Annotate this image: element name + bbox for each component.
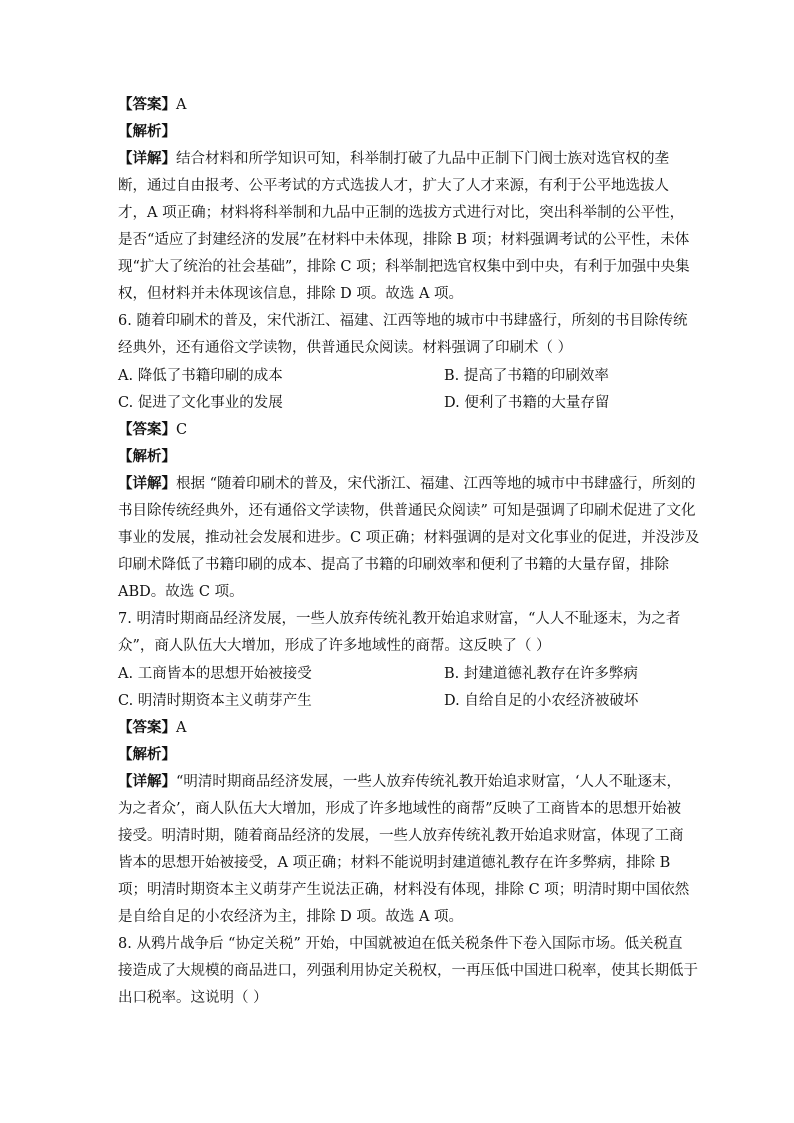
q7-stem-line: 7. 明清时期商品经济发展，一些人放弃传统礼教开始追求财富，“人人不耻逐末，为之者 — [118, 611, 681, 627]
q7-detail-line: 接受。明清时期，随着商品经济的发展，一些人放弃传统礼教开始追求财富，体现了工商 — [118, 828, 684, 844]
q6-option-b: B. 提高了书籍的印刷效率 — [444, 368, 609, 384]
q6-detail-line: ABD。故选 C 项。 — [118, 584, 244, 600]
q6-analysis-tag: 【解析】 — [118, 448, 176, 465]
q6-option-d: D. 便利了书籍的大量存留 — [444, 395, 610, 411]
q5-detail-line: 权，但材料并未体现该信息，排除 D 项。故选 A 项。 — [118, 286, 464, 302]
q7-option-a: A. 工商皆本的思想开始被接受 — [118, 666, 312, 682]
q6-detail-line — [118, 474, 696, 494]
answer-tag: 【答案】 — [118, 719, 176, 736]
detail-tag: 【详解】 — [118, 773, 176, 790]
q7-detail-line: 项；明清时期资本主义萌芽产生说法正确，材料没有体现，排除 C 项；明清时期中国依然 — [118, 882, 690, 898]
q5-detail-line: 断，通过自由报考、公平考试的方式选拔人才，扩大了人才来源，有利于公平地选拔人 — [118, 178, 669, 194]
q5-detail-line: 现“扩大了统治的社会基础”，排除 C 项；科举制把选官权集中到中央，有利于加强中央集 — [118, 259, 690, 275]
q7-detail-line: 是自给自足的小农经济为主，排除 D 项。故选 A 项。 — [118, 909, 464, 925]
q6-detail-line: 印刷术降低了书籍印刷的成本、提高了书籍的印刷效率和便利了书籍的大量存留，排除 — [118, 557, 669, 573]
q5-analysis-tag: 【解析】 — [118, 123, 176, 140]
detail-text: 结合材料和所学知识可知，科举制打破了九品中正制下门阀士族对选官权的垄 — [176, 151, 669, 167]
q6-option-a: A. 降低了书籍印刷的成本 — [118, 368, 283, 384]
q8-stem-line: 出口税率。这说明（ ） — [118, 990, 268, 1006]
q6-stem-line: 经典外，还有通俗文学读物，供普通民众阅读。材料强调了印刷术（ ） — [118, 340, 573, 356]
q5-detail-line — [118, 149, 678, 169]
answer-tag: 【答案】 — [118, 421, 176, 438]
q6-detail-line: 书目除传统经典外，还有通俗文学读物，供普通民众阅读” 可知是强调了印刷术促进了文化 — [118, 503, 696, 519]
q7-detail-line: 为之者众’，商人队伍大大增加，形成了许多地域性的商帮”反映了工商皆本的思想开始被 — [118, 801, 682, 817]
q8-stem-line: 8. 从鸦片战争后 “协定关税” 开始，中国就被迫在低关税条件下卷入国际市场。低关税直 — [118, 936, 683, 952]
q7-answer-line — [118, 718, 678, 738]
detail-text: “明清时期商品经济发展，一些人放弃传统礼教开始追求财富，‘人人不耻逐末， — [176, 774, 682, 790]
q6-stem-line: 6. 随着印刷术的普及，宋代浙江、福建、江西等地的城市中书肆盛行，所刻的书目除传统 — [118, 313, 688, 329]
q7-option-b: B. 封建道德礼教存在许多弊病 — [444, 666, 638, 682]
q7-detail-line: 皆本的思想开始被接受，A 项正确；材料不能说明封建道德礼教存在许多弊病，排除 B — [118, 855, 671, 871]
q7-option-d: D. 自给自足的小农经济被破坏 — [444, 693, 639, 709]
q5-answer-line — [118, 95, 678, 115]
q7-detail-line — [118, 772, 682, 792]
q7-option-c: C. 明清时期资本主义萌芽产生 — [118, 693, 312, 709]
answer-value: A — [176, 97, 187, 113]
q7-analysis-tag: 【解析】 — [118, 746, 176, 763]
q7-stem-line: 众”，商人队伍大大增加，形成了许多地域性的商帮。这反映了（ ） — [118, 638, 551, 654]
answer-value: C — [176, 422, 188, 438]
q6-option-c: C. 促进了文化事业的发展 — [118, 395, 283, 411]
answer-value: A — [176, 720, 187, 736]
detail-tag: 【详解】 — [118, 150, 176, 167]
q8-stem-line: 接造成了大规模的商品进口，列强利用协定关税权，一再压低中国进口税率，使其长期低于 — [118, 963, 698, 979]
q6-detail-line: 事业的发展，推动社会发展和进步。C 项正确；材料强调的是对文化事业的促进，并没涉及 — [118, 530, 700, 546]
q5-detail-line: 才，A 项正确；材料将科举制和九品中正制的选拔方式进行对比，突出科举制的公平性， — [118, 205, 685, 221]
q6-answer-line — [118, 420, 678, 440]
detail-tag: 【详解】 — [118, 475, 176, 492]
detail-text: 根据 “随着印刷术的普及，宋代浙江、福建、江西等地的城市中书肆盛行，所刻的 — [176, 476, 696, 492]
q5-detail-line: 是否“适应了封建经济的发展”在材料中未体现，排除 B 项；材料强调考试的公平性，未体 — [118, 232, 690, 248]
answer-tag: 【答案】 — [118, 96, 176, 113]
